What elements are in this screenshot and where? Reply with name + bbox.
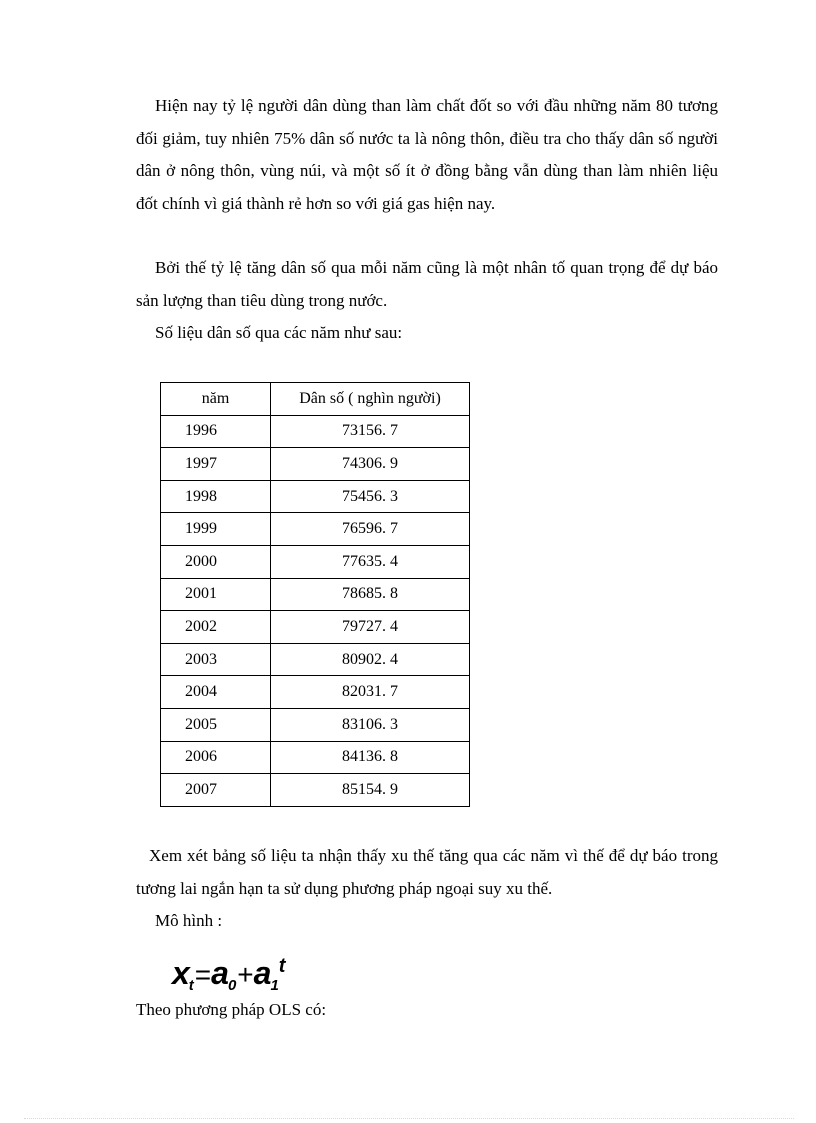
formula-a0: a	[211, 955, 228, 991]
header-year: năm	[161, 383, 271, 416]
cell-population: 82031. 7	[271, 676, 470, 709]
cell-year: 1999	[161, 513, 271, 546]
table-header-row	[161, 383, 470, 416]
formula-a1-subscript: 1	[270, 977, 279, 994]
cell-population: 84136. 8	[271, 741, 470, 774]
paragraph-model-label: Mô hình :	[155, 911, 223, 930]
paragraph-population-factor: Bởi thế tỷ lệ tăng dân số qua mỗi năm cũng là một nhân tố quan trọng để dự báo sản lượng than tiêu dùng trong nước.	[136, 258, 718, 310]
cell-year: 1998	[161, 480, 271, 513]
cell-population: 74306. 9	[271, 448, 470, 481]
table-row	[161, 513, 470, 546]
table-row	[161, 415, 470, 448]
cell-population: 73156. 7	[271, 415, 470, 448]
cell-year: 2006	[161, 741, 271, 774]
table-row	[161, 676, 470, 709]
paragraph-trend-analysis: Xem xét bảng số liệu ta nhận thấy xu thế tăng qua các năm vì thế để dự báo trong tương lai ngắn hạn ta sử dụng phương pháp ngoại suy xu thế.	[136, 846, 718, 898]
cell-population: 85154. 9	[271, 774, 470, 807]
formula-equals: =	[194, 959, 211, 990]
table-row	[161, 611, 470, 644]
cell-year: 2000	[161, 545, 271, 578]
cell-year: 2007	[161, 774, 271, 807]
table-row	[161, 448, 470, 481]
table-row	[161, 774, 470, 807]
cell-year: 1997	[161, 448, 271, 481]
cell-population: 79727. 4	[271, 611, 470, 644]
formula-x-subscript: t	[188, 977, 194, 994]
population-table	[160, 382, 470, 807]
trend-model-formula	[172, 944, 285, 994]
cell-year: 2005	[161, 708, 271, 741]
formula-a1: a	[253, 955, 271, 991]
cell-year: 1996	[161, 415, 271, 448]
cell-population: 75456. 3	[271, 480, 470, 513]
cell-population: 78685. 8	[271, 578, 470, 611]
table-row	[161, 578, 470, 611]
formula-plus: +	[237, 959, 253, 990]
table-row	[161, 708, 470, 741]
paragraph-coal-usage: Hiện nay tỷ lệ người dân dùng than làm chất đốt so với đầu những năm 80 tương đối giảm, tuy nhiên 75% dân số nước ta là nông thôn, điều tra cho thấy dân số người dân ở nông thôn, vùng núi, và một số ít ở đồng bằng vẫn dùng than làm nhiên liệu đốt chính vì giá thành rẻ hơn so với giá gas hiện nay.	[136, 96, 718, 213]
page-footer-divider	[24, 1118, 794, 1119]
paragraph-table-intro: Số liệu dân số qua các năm như sau:	[155, 323, 403, 342]
cell-year: 2003	[161, 643, 271, 676]
formula-a0-subscript: 0	[227, 977, 237, 994]
cell-population: 80902. 4	[271, 643, 470, 676]
cell-population: 83106. 3	[271, 708, 470, 741]
formula-x: x	[172, 955, 189, 991]
table-row	[161, 480, 470, 513]
formula-t: t	[278, 955, 285, 977]
table-row	[161, 643, 470, 676]
cell-year: 2002	[161, 611, 271, 644]
paragraph-ols: Theo phương pháp OLS có:	[136, 1000, 327, 1019]
table-row	[161, 741, 470, 774]
header-population: Dân số ( nghìn người)	[271, 383, 470, 416]
cell-year: 2004	[161, 676, 271, 709]
table-row	[161, 545, 470, 578]
cell-year: 2001	[161, 578, 271, 611]
cell-population: 77635. 4	[271, 545, 470, 578]
cell-population: 76596. 7	[271, 513, 470, 546]
